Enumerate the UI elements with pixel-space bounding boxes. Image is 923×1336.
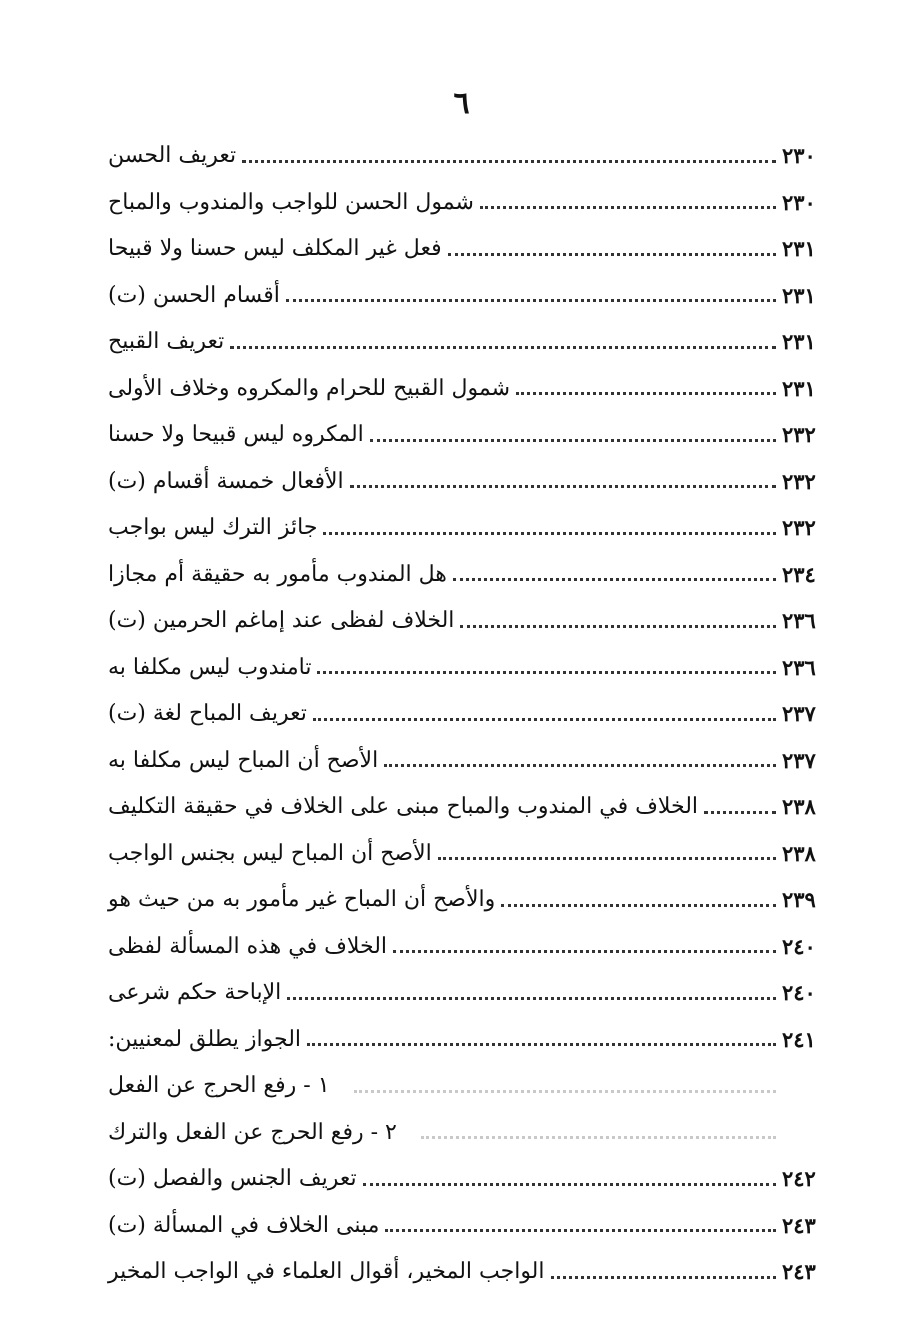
- toc-entry-page: ٢٣٢: [782, 422, 816, 448]
- toc-entry: [100, 645, 826, 692]
- dot-leader: [453, 578, 776, 581]
- dot-leader: [704, 811, 776, 814]
- toc-entry: [100, 133, 826, 180]
- toc-entry: [100, 1203, 826, 1250]
- toc-entry-title: الجواز يطلق لمعنيين:: [108, 1026, 302, 1052]
- toc-entry: [100, 226, 826, 273]
- toc-entry-title: ٢ - رفع الحرج عن الفعل والترك: [108, 1119, 397, 1145]
- toc-subentry: [100, 1110, 826, 1157]
- dot-leader: [363, 1183, 776, 1186]
- dot-leader: [516, 392, 776, 395]
- toc-entry-page: ٢٤٣: [782, 1212, 816, 1238]
- toc-entry-title: جائز الترك ليس بواجب: [108, 515, 318, 541]
- toc-entry-title: هل المندوب مأمور به حقيقة أم مجازا: [108, 561, 447, 587]
- toc-entry-page: ٢٣١: [782, 329, 816, 355]
- dot-leader: [287, 997, 776, 1000]
- toc-entry-page: ٢٣١: [782, 236, 816, 262]
- toc-entry-page: ٢٣٢: [782, 468, 816, 494]
- toc-entry-page: ٢٣٠: [782, 189, 816, 215]
- toc-entry: [100, 1156, 826, 1203]
- dot-leader: [370, 439, 776, 442]
- toc-entry-title: مبنى الخلاف في المسألة (ت): [108, 1212, 380, 1238]
- toc-entry-page: ٢٣٧: [782, 747, 816, 773]
- toc-entry-page: ٢٤٠: [782, 933, 816, 959]
- toc-entry-page: ٢٣٤: [782, 561, 816, 587]
- toc-entry-page: ٢٣٨: [782, 794, 816, 820]
- toc-entry-page: ٢٤١: [782, 1026, 816, 1052]
- toc-entry: [100, 459, 826, 506]
- toc-entry: [100, 319, 826, 366]
- toc-entry-title: الواجب المخير، أقوال العلماء في الواجب المخير: [108, 1259, 545, 1285]
- toc-entry-title: تامندوب ليس مكلفا به: [108, 654, 312, 680]
- toc-entry-title: الأصح أن المباح ليس بجنس الواجب: [108, 840, 432, 866]
- toc-entry-title: والأصح أن المباح غير مأمور به من حيث هو: [108, 887, 496, 913]
- toc-entry-page: ٢٣٢: [782, 515, 816, 541]
- toc-entry-title: شمول الحسن للواجب والمندوب والمباح: [108, 189, 474, 215]
- dot-leader: [385, 1229, 776, 1232]
- toc-entry: [100, 691, 826, 738]
- toc-entry: [100, 738, 826, 785]
- toc-entry-title: ١ - رفع الحرج عن الفعل: [108, 1073, 330, 1099]
- dot-leader: [354, 1090, 776, 1093]
- dot-leader: [421, 1136, 776, 1139]
- dot-leader: [501, 904, 776, 907]
- toc-entry: [100, 505, 826, 552]
- toc-entry-title: الإباحة حكم شرعى: [108, 980, 282, 1006]
- toc-entry-page: ٢٤٣: [782, 1259, 816, 1285]
- dot-leader: [448, 253, 776, 256]
- toc-entry-title: المكروه ليس قبيحا ولا حسنا: [108, 422, 364, 448]
- toc-entry-title: الأصح أن المباح ليس مكلفا به: [108, 747, 379, 773]
- dot-leader: [393, 950, 776, 953]
- toc-entry-title: الخلاف في المندوب والمباح مبنى على الخلاف في حقيقة التكليف: [108, 794, 699, 820]
- dot-leader: [480, 206, 776, 209]
- dot-leader: [242, 160, 776, 163]
- dot-leader: [313, 718, 776, 721]
- toc-entry-title: تعريف القبيح: [108, 329, 225, 355]
- toc-entry-page: ٢٤٢: [782, 1166, 816, 1192]
- toc-entry: [100, 831, 826, 878]
- toc-entry-page: ٢٣٠: [782, 143, 816, 169]
- toc-entry-title: تعريف الجنس والفصل (ت): [108, 1166, 357, 1192]
- toc-entry-title: الخلاف لفظى عند إماغم الحرمين (ت): [108, 608, 455, 634]
- toc-entry-title: تعريف المباح لغة (ت): [108, 701, 307, 727]
- table-of-contents: [100, 133, 826, 1296]
- toc-entry-page: ٢٣١: [782, 282, 816, 308]
- dot-leader: [438, 857, 776, 860]
- toc-entry-title: الخلاف في هذه المسألة لفظى: [108, 933, 388, 959]
- toc-entry: [100, 877, 826, 924]
- dot-leader: [317, 671, 776, 674]
- toc-entry: [100, 366, 826, 413]
- dot-leader: [350, 485, 776, 488]
- toc-entry: [100, 412, 826, 459]
- toc-entry-page: ٢٤٠: [782, 980, 816, 1006]
- toc-entry-page: ٢٣٦: [782, 654, 816, 680]
- toc-entry: [100, 180, 826, 227]
- dot-leader: [460, 625, 776, 628]
- toc-entry-title: شمول القبيح للحرام والمكروه وخلاف الأولى: [108, 375, 511, 401]
- dot-leader: [307, 1043, 776, 1046]
- toc-entry: [100, 1249, 826, 1296]
- toc-entry: [100, 970, 826, 1017]
- toc-entry-page: ٢٣١: [782, 375, 816, 401]
- dot-leader: [230, 346, 776, 349]
- dot-leader: [384, 764, 776, 767]
- toc-entry: [100, 924, 826, 971]
- toc-entry-title: تعريف الحسن: [108, 143, 237, 169]
- dot-leader: [323, 532, 776, 535]
- toc-entry: [100, 784, 826, 831]
- page-number: ٦: [453, 86, 470, 121]
- toc-entry-title: فعل غير المكلف ليس حسنا ولا قبيحا: [108, 236, 442, 262]
- toc-entry: [100, 598, 826, 645]
- toc-entry-title: أقسام الحسن (ت): [108, 282, 280, 308]
- dot-leader: [551, 1276, 777, 1279]
- toc-subentry: [100, 1063, 826, 1110]
- toc-entry-page: ٢٣٧: [782, 701, 816, 727]
- toc-entry: [100, 1017, 826, 1064]
- toc-entry-title: الأفعال خمسة أقسام (ت): [108, 468, 344, 494]
- toc-entry-page: ٢٣٨: [782, 840, 816, 866]
- toc-entry-page: ٢٣٦: [782, 608, 816, 634]
- toc-entry: [100, 273, 826, 320]
- toc-entry: [100, 552, 826, 599]
- dot-leader: [286, 299, 776, 302]
- toc-entry-page: ٢٣٩: [782, 887, 816, 913]
